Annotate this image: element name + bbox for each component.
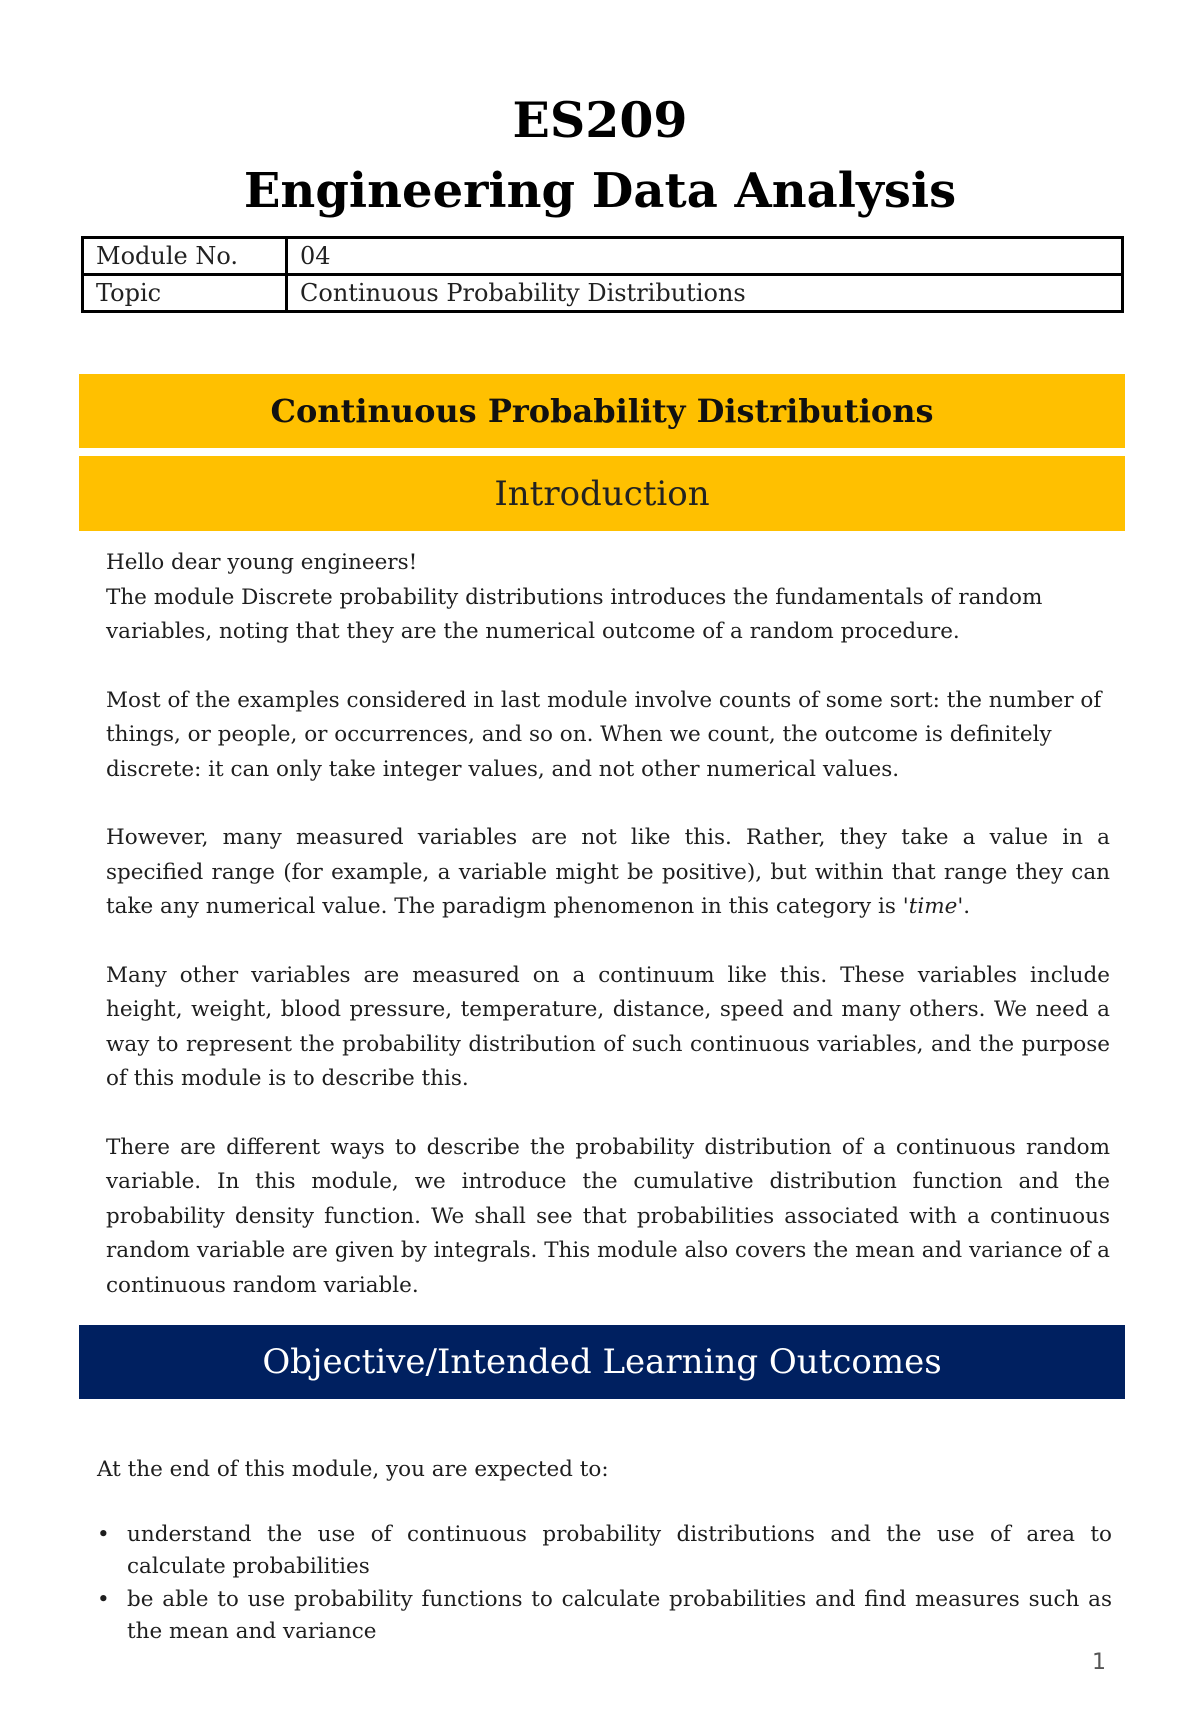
time-quote: 'time' [902,894,964,919]
objective-text: understand the use of continuous probability distributions and the use of area to calculate probabilities [127,1521,1112,1579]
table-row [83,238,1123,275]
intro-paragraph-1: The module Discrete probability distributions introduces the fundamentals of random variables, noting that they are the numerical outcome of a random procedure. [106,584,1043,644]
bullet-icon: • [97,1586,110,1612]
intro-paragraph-3 [106,821,1110,925]
bullet-icon: • [97,1521,110,1547]
objective-text: be able to use probability functions to calculate probabilities and find measures such as the mean and variance [127,1586,1112,1644]
intro-paragraph-2: Most of the examples considered in last module involve counts of some sort: the number of things, or people, or occurrences, and so on. When we count, the outcome is definitely discrete: it can only take integer values, and not other numerical values. [106,687,1102,782]
introduction-heading: Introduction [494,473,710,514]
objectives-list [97,1519,1112,1649]
table-row [83,275,1123,312]
module-info-table [81,236,1124,313]
page-number: 1 [1092,1650,1106,1675]
intro-paragraph-3-text: However, many measured variables are not like this. Rather, they take a value in a specified range (for example, a variable might be positive), but within that range they can take any numerical value. The paradigm phenomenon in this category is [106,825,1110,919]
introduction-body [106,546,1110,1303]
course-code: ES209 [512,91,688,149]
module-no-value: 04 [287,238,1123,275]
introduction-banner [79,456,1125,531]
objectives-lead: At the end of this module, you are expected to: [97,1457,609,1482]
objectives-body [97,1454,1112,1649]
greeting: Hello dear young engineers! [106,550,418,575]
objectives-banner [79,1325,1125,1399]
objectives-heading: Objective/Intended Learning Outcomes [262,1342,942,1382]
intro-paragraph-5: There are different ways to describe the probability distribution of a continuous random variable. In this module, we introduce the cumulative distribution function and the probability density function. We shall see that probabilities associated with a continuous random variable are given by integrals. This module also covers the mean and variance of a continuous random variable. [106,1134,1110,1298]
module-no-label: Module No. [83,238,287,275]
section-title-banner [79,374,1125,448]
topic-label: Topic [83,275,287,312]
section-title: Continuous Probability Distributions [270,392,934,430]
list-item [97,1519,1112,1584]
course-title: Engineering Data Analysis [243,163,957,219]
intro-paragraph-3-end: . [963,894,971,919]
intro-paragraph-4: Many other variables are measured on a continuum like this. These variables include height, weight, blood pressure, temperature, distance, speed and many others. We need a way to represent the probability distribution of such continuous variables, and the purpose of this module is to describe this. [106,962,1110,1091]
topic-value: Continuous Probability Distributions [287,275,1123,312]
list-item [97,1584,1112,1649]
